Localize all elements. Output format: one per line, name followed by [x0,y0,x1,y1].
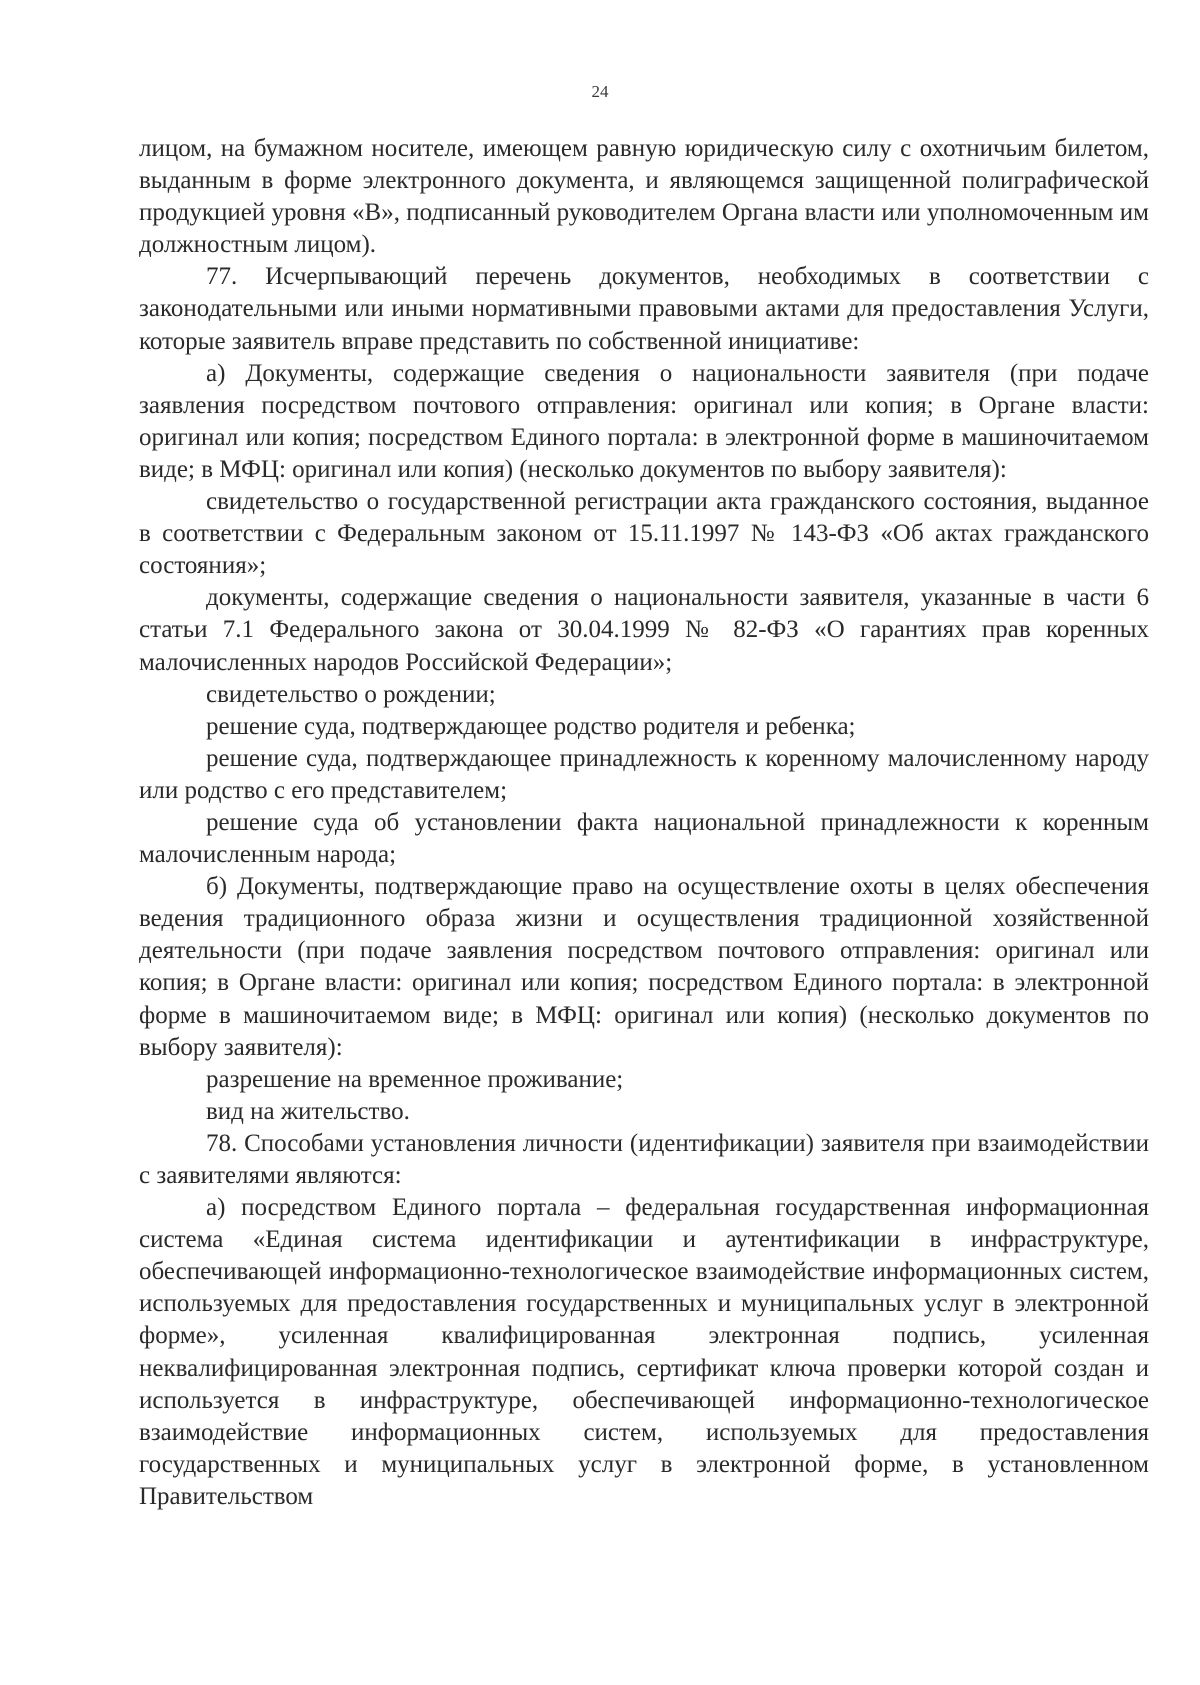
paragraph-court-nationality-fact: решение суда об установлении факта национальной принадлежности к коренным малочисленным народа; [139,808,1149,869]
paragraph-court-indigenous-membership: решение суда, подтверждающее принадлежность к коренному малочисленному народу или родство с его представителем; [139,744,1149,804]
paragraph-temporary-residence: разрешение на временное проживание; [206,1065,624,1093]
paragraph-court-kinship: решение суда, подтверждающее родство родителя и ребенка; [206,712,856,740]
paragraph-77: 77. Исчерпывающий перечень документов, необходимых в соответствии с законодательными или иными нормативными правовыми актами для предоставления Услуги, которые заявитель вправе представить по собственной инициативе: [139,263,1149,355]
paragraph-77-b: б) Документы, подтверждающие право на осуществление охоты в целях обеспечения ведения традиционного образа жизни и осуществления традиционной хозяйственной деятельности (при подаче заявления посредством почтового отправления: оригинал или копия; в Органе власти: оригинал или копия; посредством Единого портала: в электронной форме в машиночитаемом виде; в МФЦ: оригинал или копия) (несколько документов по выбору заявителя): [139,873,1149,1061]
paragraph-birth-certificate: свидетельство о рождении; [206,680,496,708]
paragraph-residence-permit: вид на жительство. [206,1097,410,1125]
document-body [139,133,1149,1513]
paragraph-birth-registration-certificate: свидетельство о государственной регистрации акта гражданского состояния, выданное в соответствии с Федеральным законом от 15.11.1997 № 143-ФЗ «Об актах гражданского состояния»; [139,488,1149,580]
paragraph-continuation: лицом, на бумажном носителе, имеющем равную юридическую силу с охотничьим билетом, выданным в форме электронного документа, и являющемся защищенной полиграфической продукцией уровня «В», подписанный руководителем Органа власти или уполномоченным им должностным лицом). [139,135,1149,259]
paragraph-78-a: а) посредством Единого портала – федеральная государственная информационная система «Единая система идентификации и аутентификации в инфраструктуре, обеспечивающей информационно-технологическое взаимодействие информационных систем, используемых для предоставления государственных и муниципальных услуг в электронной форме», усиленная квалифицированная электронная подпись, усиленная неквалифицированная электронная подпись, сертификат ключа проверки которой создан и используется в инфраструктуре, обеспечивающей информационно-технологическое взаимодействие информационных систем, используемых для предоставления государственных и муниципальных услуг в электронной форме, в установленном Правительством [139,1194,1149,1510]
paragraph-78: 78. Способами установления личности (идентификации) заявителя при взаимодействии с заявителями являются: [139,1129,1149,1189]
paragraph-nationality-documents: документы, содержащие сведения о национальности заявителя, указанные в части 6 статьи 7.1 Федерального закона от 30.04.1999 № 82-ФЗ «О гарантиях прав коренных малочисленных народов Российской Федерации»; [139,584,1149,676]
paragraph-77-a: а) Документы, содержащие сведения о национальности заявителя (при подаче заявления посредством почтового отправления: оригинал или копия; в Органе власти: оригинал или копия; посредством Единого портала: в электронной форме в машиночитаемом виде; в МФЦ: оригинал или копия) (несколько документов по выбору заявителя): [139,359,1149,483]
page-number: 24 [591,82,609,101]
